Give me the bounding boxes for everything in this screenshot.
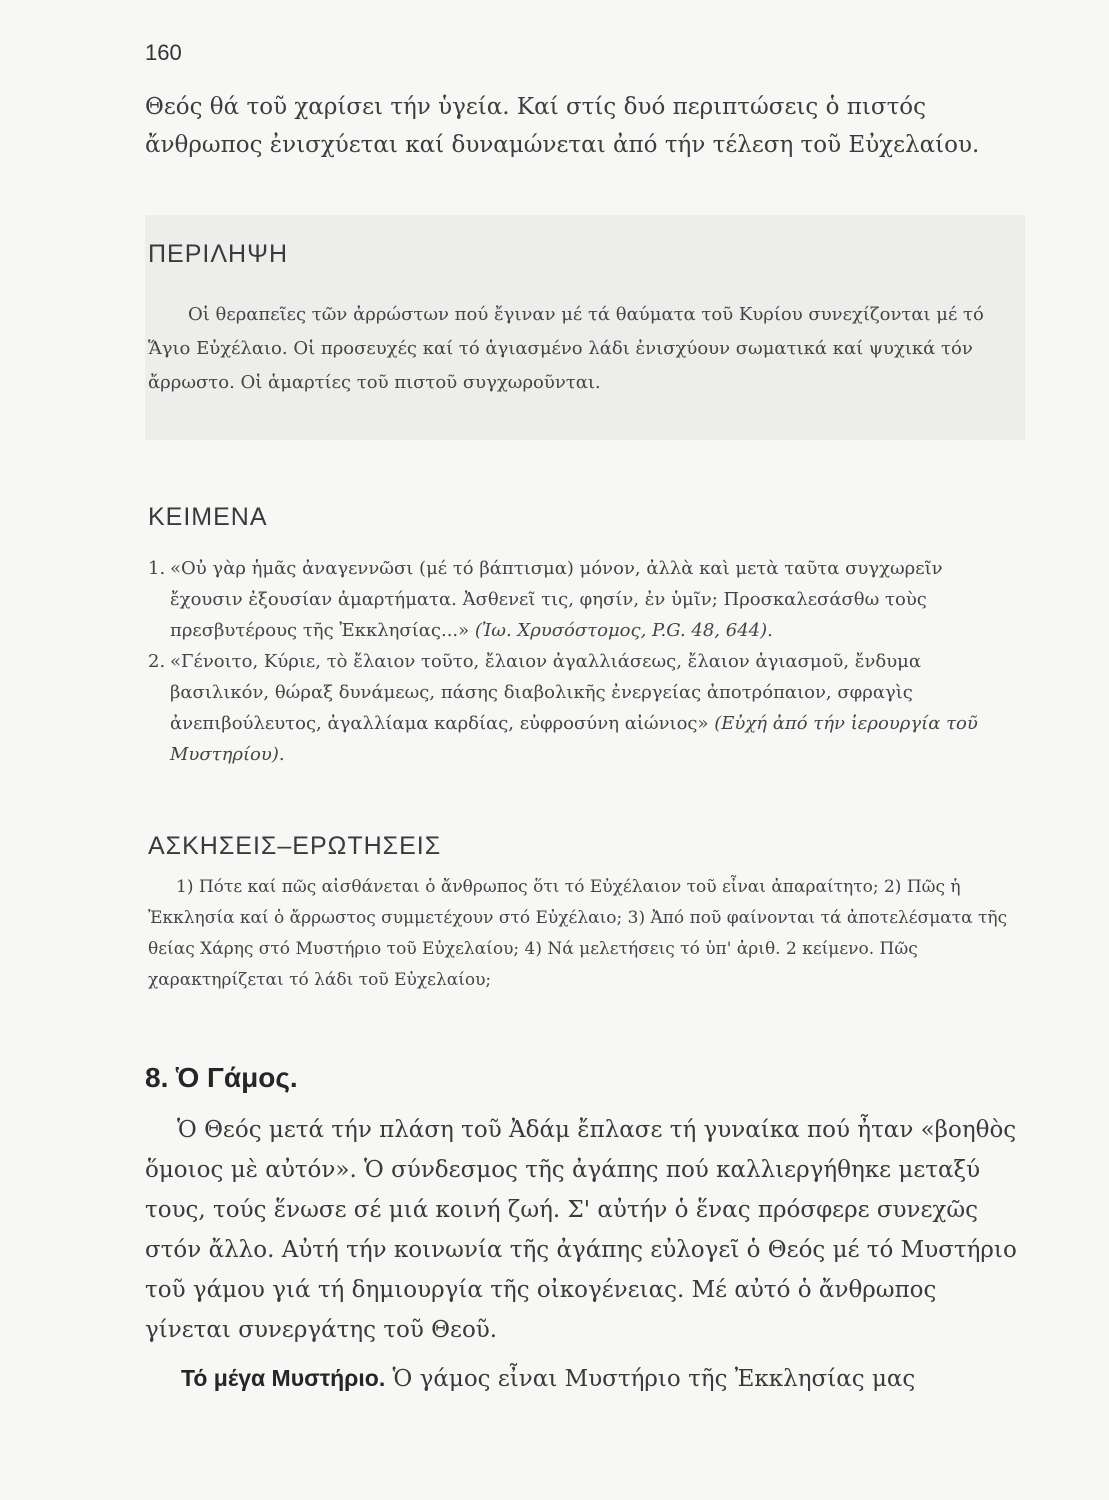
next-paragraph [145, 1358, 1025, 1399]
exercises-text: 1) Πότε καί πῶς αἰσθάνεται ὁ ἄνθρωπος ὅτι τό Εὐχέλαιον τοῦ εἶναι ἀπαραίτητο; 2) Πῶς ἡ Ἐκκλησία καί ὁ ἄρρωστος συμμετέχουν στό Εὐχέλαιο; 3) Ἀπό ποῦ φαίνονται τά ἀποτελέσματα τῆς θείας Χάρης στό Μυστήριο τοῦ Εὐχελαίου; 4) Νά μελετήσεις τό ὑπ' ἀριθ. 2 κείμενο. Πῶς χαρακτηρίζεται τό λάδι τοῦ Εὐχελαίου; [148, 877, 1008, 990]
text-item-source: (Εὐχή ἀπό τήν ἱερουργία τοῦ Μυστηρίου). [170, 713, 978, 765]
text-item-2 [148, 646, 1018, 770]
page-number: 160 [145, 40, 182, 65]
exercises-heading: ΑΣΚΗΣΕΙΣ–ΕΡΩΤΗΣΕΙΣ [148, 832, 442, 860]
section-title: 8. Ὁ Γάμος. [145, 1062, 298, 1093]
summary-text: Οἱ θεραπεῖες τῶν ἀρρώστων πού ἔγιναν μέ τά θαύματα τοῦ Κυρίου συνεχίζονται μέ τό Ἅγιο Εὐχέλαιο. Οἱ προσευχές καί τό ἁγιασμένο λάδι ἐνισχύουν σωματικά καί ψυχικά τόν ἄρρωστο. Οἱ ἁμαρτίες τοῦ πιστοῦ συγχωροῦνται. [148, 304, 984, 393]
section-body: Ὁ Θεός μετά τήν πλάση τοῦ Ἀδάμ ἔπλασε τή γυναίκα πού ἦταν «βοηθὸς ὅμοιος μὲ αὐτόν». Ὁ σύνδεσμος τῆς ἀγάπης πού καλλιεργήθηκε μεταξύ τους, τούς ἕνωσε σέ μιά κοινή ζωή. Σ' αὐτήν ὁ ἕνας πρόσφερε συνεχῶς στόν ἄλλο. Αὐτή τήν κοινωνία τῆς ἀγάπης εὐλογεῖ ὁ Θεός μέ τό Μυστήριο τοῦ γάμου γιά τή δημιουργία τῆς οἰκογένειας. Μέ αὐτό ὁ ἄνθρωπος γίνεται συνεργάτης τοῦ Θεοῦ. [145, 1117, 1017, 1343]
text-item-source: (Ἰω. Χρυσόστομος, P.G. 48, 644). [474, 620, 773, 641]
next-paragraph-lead: Τό μέγα Μυστήριο. [181, 1365, 386, 1391]
texts-heading: ΚΕΙΜΕΝΑ [148, 503, 268, 531]
text-item-quote: «Οὐ γὰρ ἡμᾶς ἀναγεννῶσι (μέ τό βάπτισμα) μόνον, ἀλλὰ καὶ μετὰ ταῦτα συγχωρεῖν ἔχουσιν ἐξουσίαν ἁμαρτήματα. Ἀσθενεῖ τις, φησίν, ἐν ὑμῖν; Προσκαλεσάσθω τοὺς πρεσβυτέρους τῆς Ἐκκλησίας...» [170, 558, 943, 641]
next-paragraph-text: Ὁ γάμος εἶναι Μυστήριο τῆς Ἐκκλησίας μας [392, 1366, 916, 1392]
text-item-number: 1. [148, 558, 166, 579]
text-item-1 [148, 553, 1018, 646]
text-item-number: 2. [148, 651, 166, 672]
summary-heading: ΠΕΡΙΛΗΨΗ [148, 240, 289, 268]
intro-paragraph: Θεός θά τοῦ χαρίσει τήν ὑγεία. Καί στίς δυό περιπτώσεις ὁ πιστός ἄνθρωπος ἐνισχύεται καί δυναμώνεται ἀπό τήν τέλεση τοῦ Εὐχελαίου. [145, 94, 980, 158]
texts-list [148, 553, 1018, 770]
text-item-quote: «Γένοιτο, Κύριε, τὸ ἔλαιον τοῦτο, ἔλαιον ἀγαλλιάσεως, ἔλαιον ἁγιασμοῦ, ἔνδυμα βασιλικόν, θώραξ δυνάμεως, πάσης διαβολικῆς ἐνεργείας ἀποτρόπαιον, σφραγὶς ἀνεπιβούλευτος, ἀγαλλίαμα καρδίας, εὐφροσύνη αἰώνιος» [170, 651, 922, 734]
